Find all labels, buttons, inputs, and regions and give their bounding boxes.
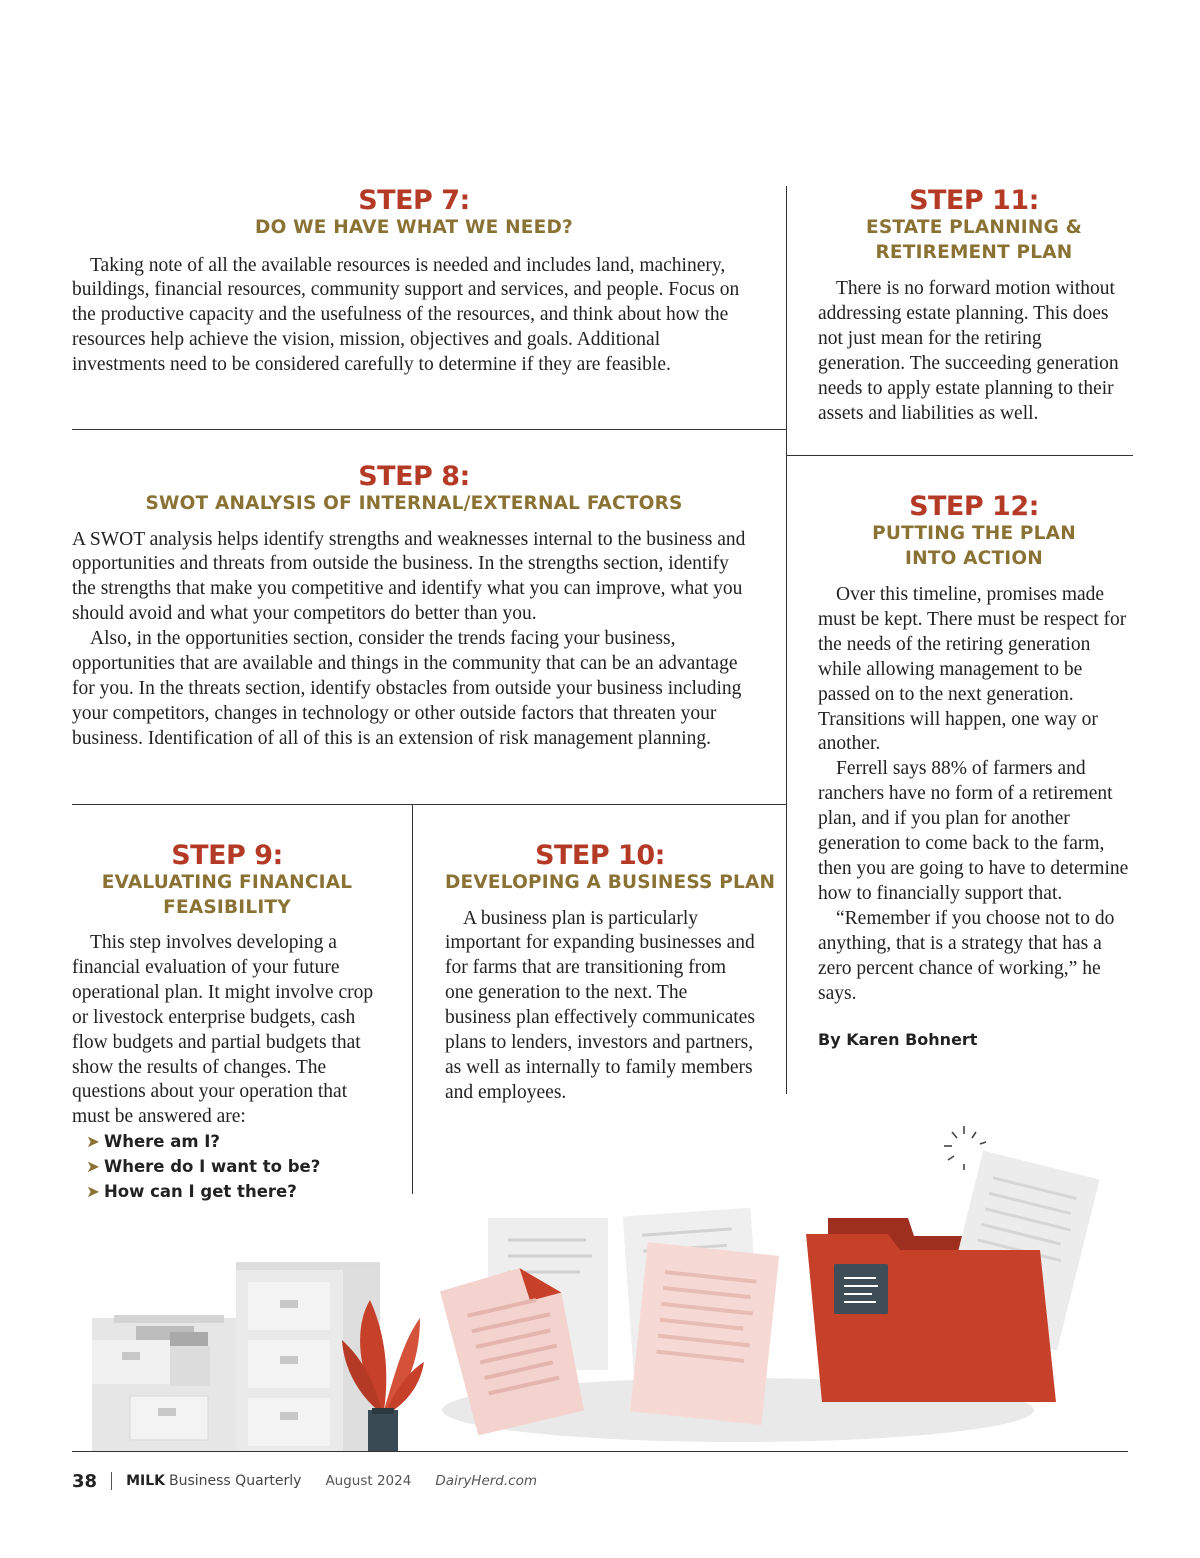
issue-date: August 2024 (325, 1473, 412, 1489)
step9-subheading-line1: EVALUATING FINANCIAL (101, 872, 353, 893)
step9-body: This step involves developing a financial evaluation of your future operational plan. It might involve crop or livestock enterprise budgets, cash flow budgets and partial budgets that show the results of changes. The questions about your operation that must be answered are: (72, 932, 374, 1128)
page-number: 38 (72, 1470, 98, 1492)
step11-heading: STEP 11: (909, 185, 1039, 216)
step7-heading: STEP 7: (358, 185, 470, 216)
step7-body: Taking note of all the available resources is needed and includes land, machinery, buildings, financial resources, community support and services, and people. Focus on the productive capacity and the usefulness of the resources, and think about how the resources help achieve the vision, mission, objectives and goals. Additional investments need to be considered carefully to determine if they are feasible. (72, 254, 740, 376)
step12-body-p1: Over this timeline, promises made must be kept. There must be respect for the needs of the retiring generation while allowing management to be passed on to the next generation. Transitions will happen, one way or another. (818, 584, 1127, 755)
chevron-right-icon: ➤ (86, 1132, 100, 1152)
step8-body-p1: A SWOT analysis helps identify strengths and weaknesses internal to the business and opportunities and threats from outside the business. In the strengths section, identify the strengths that make you competitive and identify what you can improve, what you should avoid and what your competitors do better than you. (72, 528, 746, 625)
publication-brand: MILK (126, 1473, 165, 1489)
filing-cabinet-tall (236, 1262, 380, 1452)
step11-section (818, 186, 1130, 426)
step10-heading: STEP 10: (535, 840, 665, 871)
divider-main-sidebar (786, 186, 787, 1094)
step8-heading: STEP 8: (358, 461, 470, 492)
step12-subheading-line1: PUTTING THE PLAN (872, 523, 1076, 544)
step11-subheading-line2: RETIREMENT PLAN (875, 241, 1073, 263)
filing-cabinet-short (92, 1315, 240, 1452)
step9-subheading-line2: FEASIBILITY (163, 896, 291, 918)
step12-body-p3: “Remember if you choose not to do anything, that is a strategy that has a zero percent chance of working,” he says. (818, 907, 1115, 1004)
step12-section (818, 492, 1130, 1049)
divider-step11-step12 (786, 455, 1133, 456)
list-item: ➤ Where am I? (72, 1130, 382, 1155)
step9-heading: STEP 9: (171, 840, 283, 871)
step10-subheading: DEVELOPING A BUSINESS PLAN (445, 872, 776, 893)
byline: By Karen Bohnert (818, 1030, 978, 1050)
step11-body: There is no forward motion without addressing estate planning. This does not just mean for the retiring generation. The succeeding generation needs to apply estate planning to their assets and liabilities as well. (818, 278, 1119, 424)
step7-section (72, 186, 756, 378)
office-documents-illustration (0, 1110, 1200, 1470)
divider-step7-step8 (72, 429, 786, 430)
step8-body-p2: Also, in the opportunities section, consider the trends facing your business, opportunities that are available and things in the community that can be an advantage for you. In the threats section, identify obstacles from outside your business including your competitors, changes in technology or other outside factors that threaten your business. Identification of all of this is an extension of risk management planning. (72, 628, 742, 749)
step10-body: A business plan is particularly important for expanding businesses and for farms that are transitioning from one generation to the next. The business plan effectively communicates plans to lenders, investors and partners, as well as internally to family members and employees. (445, 907, 755, 1103)
step12-body-p2: Ferrell says 88% of farmers and ranchers have no form of a retirement plan, and if you plan for another generation to come back to the farm, then you are going to have to determine how to financially support that. (818, 758, 1129, 904)
divider-step8-step9 (72, 804, 786, 805)
step8-subheading: SWOT ANALYSIS OF INTERNAL/EXTERNAL FACTORS (145, 493, 683, 514)
publication-title: Business Quarterly (168, 1473, 302, 1489)
step11-subheading-line1: ESTATE PLANNING & (866, 217, 1082, 238)
step8-section (72, 462, 756, 752)
chevron-right-icon: ➤ (86, 1157, 100, 1177)
website: DairyHerd.com (435, 1473, 538, 1489)
footer-divider (111, 1472, 112, 1490)
footer-rule (72, 1451, 1128, 1452)
step12-heading: STEP 12: (909, 491, 1039, 522)
step12-subheading-line2: INTO ACTION (905, 547, 1043, 569)
chevron-right-icon: ➤ (86, 1182, 100, 1202)
page-footer (72, 1468, 537, 1494)
step7-subheading: DO WE HAVE WHAT WE NEED? (255, 217, 573, 238)
pink-document-right (630, 1242, 779, 1425)
sparkle-icon (944, 1126, 986, 1170)
list-item: ➤ How can I get there? (72, 1180, 382, 1205)
list-item: ➤ Where do I want to be? (72, 1155, 382, 1180)
folder-icon (806, 1151, 1100, 1402)
step10-section (445, 840, 776, 1106)
